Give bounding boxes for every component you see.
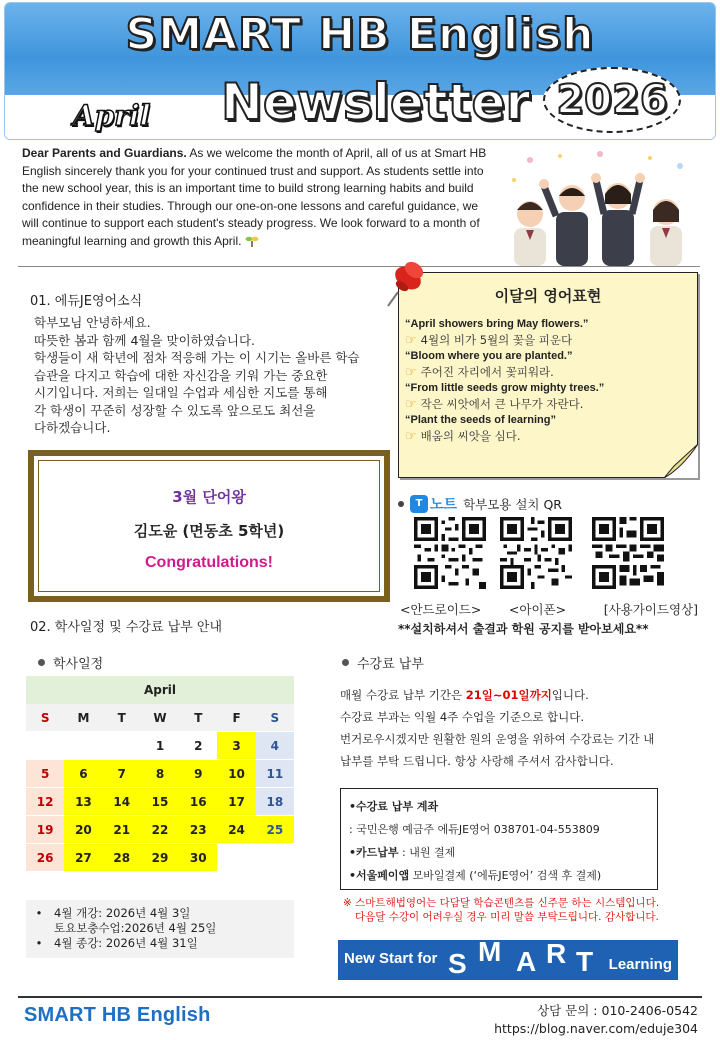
banner-suffix: Learning bbox=[608, 956, 672, 973]
intro-body: As we welcome the month of April, all of us at Smart HB English sincerely thank you for your continued trust and support. As students settle into the new school year, this is an important time to build strong learning habits and build confidence in their studies. Through our one-on-one lessons and careful guidance, we will continue to support each student's steady progress. We look forward to a month of meaningful learning and growth this April. bbox=[22, 146, 487, 248]
tuition-heading: 수강료 납부 bbox=[342, 653, 424, 672]
bullet-icon bbox=[398, 501, 404, 507]
calendar-day: 19 bbox=[26, 816, 64, 844]
app-mark-icon: T bbox=[410, 495, 428, 513]
qr-label-iphone: <아이폰> bbox=[508, 602, 567, 617]
calendar-day: 9 bbox=[179, 760, 217, 788]
calendar-day: 15 bbox=[141, 788, 179, 816]
banner-letter: A bbox=[516, 946, 537, 977]
pointing-hand-icon: ☞ bbox=[405, 397, 417, 412]
calendar-weekday: S bbox=[256, 704, 294, 732]
contact-phone: 상담 문의 : 010-2406-0542 bbox=[537, 1003, 698, 1018]
blog-link[interactable]: https://blog.naver.com/eduje304 bbox=[494, 1021, 698, 1036]
calendar-day: 8 bbox=[141, 760, 179, 788]
expression-ko: ☞ 4월의 비가 5월의 꽃을 피운다 bbox=[405, 333, 573, 348]
calendar-day: 1 bbox=[141, 732, 179, 760]
schedule-heading: 학사일정 bbox=[38, 653, 103, 672]
app-name: 노트 bbox=[430, 497, 458, 513]
tuition-line: 수강료 부과는 익월 4주 수업을 기준으로 합니다. bbox=[340, 710, 584, 724]
tuition-line: 납부를 부탁 드립니다. 항상 사랑해 주셔서 감사합니다. bbox=[340, 754, 614, 768]
calendar-day: 11 bbox=[256, 760, 294, 788]
app-logo bbox=[410, 494, 457, 514]
section-divider bbox=[18, 266, 700, 267]
bullet-icon bbox=[38, 659, 45, 666]
account-note: ※ 스마트해법영어는 다담달 학습콘텐츠를 신주문 하는 시스템입니다. 다음달 수강이 어려우실 경우 미리 말씀 부탁드립니다. 감사합니다. bbox=[343, 897, 660, 923]
calendar-weekday: F bbox=[217, 704, 255, 732]
pushpin-icon bbox=[384, 258, 430, 308]
calendar-day: 4 bbox=[256, 732, 294, 760]
calendar-empty-cell bbox=[103, 732, 141, 760]
tuition-text bbox=[340, 684, 700, 772]
footer-divider bbox=[18, 996, 702, 998]
calendar-empty-cell bbox=[217, 844, 255, 872]
banner-prefix: New Start for bbox=[344, 950, 438, 967]
calendar-day: 23 bbox=[179, 816, 217, 844]
calendar-empty-cell bbox=[64, 732, 102, 760]
expression-en: “From little seeds grow mighty trees.” bbox=[405, 382, 605, 394]
calendar-weekday: S bbox=[26, 704, 64, 732]
calendar-day: 30 bbox=[179, 844, 217, 872]
calendar-day: 17 bbox=[217, 788, 255, 816]
calendar-weekday: T bbox=[179, 704, 217, 732]
calendar-day: 13 bbox=[64, 788, 102, 816]
calendar-day: 16 bbox=[179, 788, 217, 816]
calendar-weekday: T bbox=[103, 704, 141, 732]
qr-label-android: <안드로이드> bbox=[400, 602, 482, 617]
expressions-card bbox=[398, 272, 698, 478]
banner-letter: T bbox=[576, 946, 594, 977]
event-item: • 4월 종강: 2026년 4월 31일 bbox=[35, 936, 198, 950]
qr-heading-text: 학부모용 설치 QR bbox=[463, 497, 562, 512]
calendar-empty-cell bbox=[256, 844, 294, 872]
calendar-day: 25 bbox=[256, 816, 294, 844]
tuition-line: 매월 수강료 납부 기간은 21일~01일까지입니다. bbox=[340, 688, 589, 702]
expressions-list bbox=[405, 317, 695, 445]
header-year-badge bbox=[543, 67, 681, 133]
intro-paragraph bbox=[22, 145, 492, 250]
expression-en: “Bloom where you are planted.” bbox=[405, 350, 573, 362]
calendar-day: 22 bbox=[141, 816, 179, 844]
section1-line: 시기입니다. 저희는 일대일 수업과 세심한 지도를 통해 bbox=[34, 385, 328, 400]
calendar-day: 21 bbox=[103, 816, 141, 844]
tuition-line: 번거로우시겠지만 원활한 원의 운영을 위하여 수강료는 기간 내 bbox=[340, 732, 655, 746]
expression-en: “April showers bring May flowers.” bbox=[405, 318, 589, 330]
section1-line: 습관을 다지고 학습에 대한 자신감을 키워 가는 중요한 bbox=[34, 367, 328, 383]
tuition-period: 21일~01일까지 bbox=[465, 688, 552, 702]
calendar-day: 18 bbox=[256, 788, 294, 816]
pointing-hand-icon: ☞ bbox=[405, 365, 417, 380]
event-item-continuation: 토요보충수업:2026년 4월 25일 bbox=[54, 921, 217, 935]
newsletter-header bbox=[4, 2, 716, 140]
header-year: 2026 bbox=[556, 77, 668, 123]
expression-en: “Plant the seeds of learning” bbox=[405, 414, 556, 426]
section1-line: 학생들이 새 학년에 점차 적응해 가는 이 시기는 올바른 학습 bbox=[34, 350, 360, 365]
award-winner: 김도윤 (면동초 5학년) bbox=[133, 522, 285, 540]
events-box bbox=[26, 900, 294, 958]
section1-body bbox=[34, 314, 384, 437]
qr-install-note: **설치하셔서 출결과 학원 공지를 받아보세요** bbox=[398, 622, 649, 636]
expression-ko: ☞ 배움의 씨앗을 심다. bbox=[405, 429, 521, 444]
banner-letter: M bbox=[478, 940, 502, 967]
footer-logo: SMART HB English bbox=[24, 1004, 211, 1026]
calendar-grid bbox=[26, 704, 294, 872]
banner-letter: S bbox=[448, 948, 467, 979]
calendar-day: 28 bbox=[103, 844, 141, 872]
qr-label-guide: [사용가이드영상] bbox=[603, 602, 698, 617]
calendar-empty-cell bbox=[26, 732, 64, 760]
calendar-day: 24 bbox=[217, 816, 255, 844]
qr-heading bbox=[398, 494, 562, 514]
calendar-day: 12 bbox=[26, 788, 64, 816]
calendar-day: 5 bbox=[26, 760, 64, 788]
account-bank: : 국민은행 예금주 에듀JE영어 038701-04-553809 bbox=[349, 823, 600, 836]
calendar-month: April bbox=[26, 676, 294, 704]
award-box bbox=[28, 450, 390, 602]
calendar-day: 27 bbox=[64, 844, 102, 872]
account-box bbox=[340, 788, 658, 890]
header-title: SMART HB English bbox=[125, 9, 595, 60]
calendar-day: 2 bbox=[179, 732, 217, 760]
expression-ko: ☞ 주어진 자리에서 꽃피워라. bbox=[405, 365, 554, 380]
section2-title: 02. 학사일정 및 수강료 납부 안내 bbox=[30, 620, 223, 635]
qr-code-android[interactable] bbox=[414, 517, 486, 589]
calendar-weekday: M bbox=[64, 704, 102, 732]
calendar-day: 7 bbox=[103, 760, 141, 788]
cheering-students-illustration bbox=[500, 150, 700, 266]
section1-line: 다하겠습니다. bbox=[34, 420, 111, 435]
calendar-day: 3 bbox=[217, 732, 255, 760]
header-subtitle: Newsletter bbox=[221, 73, 531, 131]
award-congrats: Congratulations! bbox=[145, 554, 273, 571]
section1-line: 각 학생이 꾸준히 성장할 수 있도록 앞으로도 최선을 bbox=[34, 402, 316, 418]
award-title: 3월 단어왕 bbox=[172, 488, 246, 506]
calendar-day: 14 bbox=[103, 788, 141, 816]
page-fold-icon bbox=[664, 444, 698, 478]
app-payment: •서울페이앱 모바일결제 (‘에듀JE영어’ 검색 후 결제) bbox=[349, 869, 602, 882]
new-start-banner bbox=[338, 940, 678, 980]
calendar-day: 29 bbox=[141, 844, 179, 872]
calendar-day: 10 bbox=[217, 760, 255, 788]
pointing-hand-icon: ☞ bbox=[405, 333, 417, 348]
section1-title: 01. 에듀JE영어소식 bbox=[30, 294, 143, 309]
calendar-day: 26 bbox=[26, 844, 64, 872]
header-month: April bbox=[73, 99, 151, 132]
qr-code-guide-video[interactable] bbox=[592, 517, 664, 589]
qr-code-iphone[interactable] bbox=[500, 517, 572, 589]
qr-labels bbox=[398, 600, 698, 618]
banner-letter: R bbox=[546, 940, 567, 969]
event-item: • 4월 개강: 2026년 4월 3일 bbox=[35, 906, 191, 920]
pointing-hand-icon: ☞ bbox=[405, 429, 417, 444]
footer-contact bbox=[494, 1002, 698, 1038]
card-payment: •카드납부 : 내원 결제 bbox=[349, 846, 456, 859]
calendar-day: 6 bbox=[64, 760, 102, 788]
calendar-day: 20 bbox=[64, 816, 102, 844]
account-title: •수강료 납부 계좌 bbox=[349, 800, 439, 813]
sprout-icon bbox=[245, 235, 259, 247]
bullet-icon bbox=[342, 659, 349, 666]
expression-ko: ☞ 작은 씨앗에서 큰 나무가 자란다. bbox=[405, 397, 584, 412]
expressions-title: 이달의 영어표현 bbox=[494, 287, 602, 305]
intro-greeting: Dear Parents and Guardians. bbox=[22, 146, 187, 160]
section1-line: 따뜻한 봄과 함께 4월을 맞이하였습니다. bbox=[34, 332, 256, 348]
calendar-weekday: W bbox=[141, 704, 179, 732]
section1-line: 학부모님 안녕하세요. bbox=[34, 315, 151, 330]
